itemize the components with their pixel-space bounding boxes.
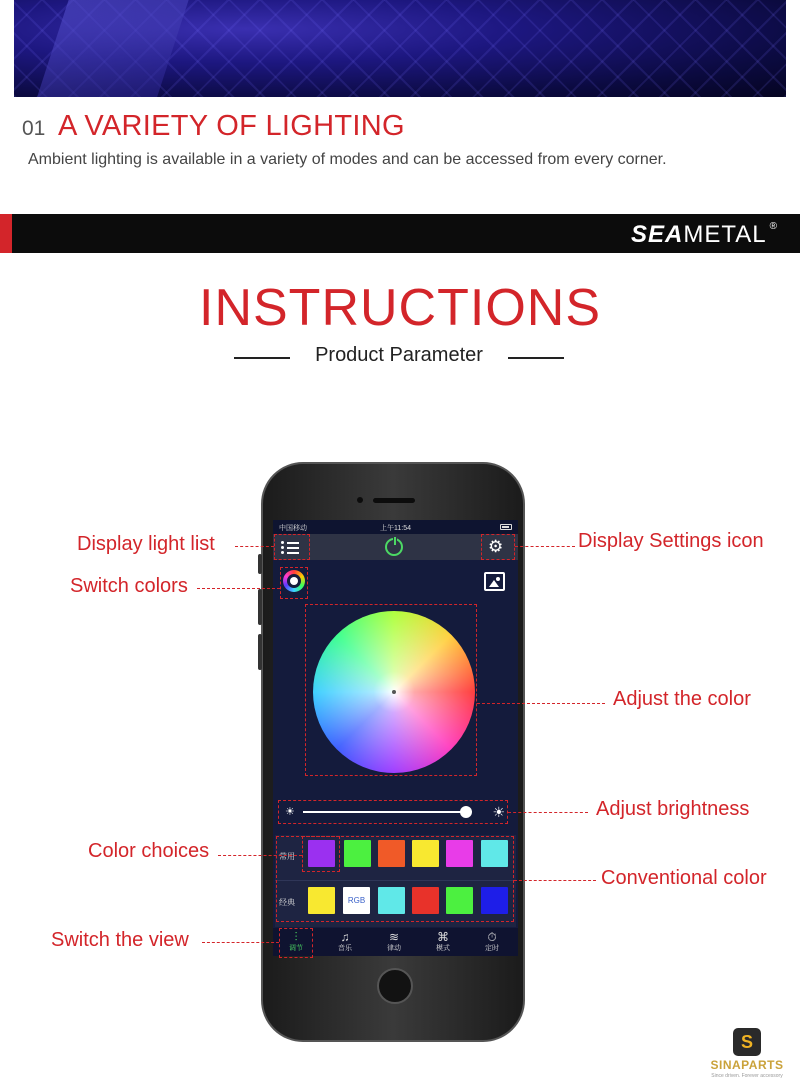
label-switch-colors: Switch colors (70, 575, 188, 597)
section-title: A VARIETY OF LIGHTING (58, 110, 405, 142)
power-icon[interactable] (385, 538, 403, 556)
status-bar (273, 520, 518, 534)
sliders-icon: ⫶ (294, 930, 298, 944)
highlight-menu-list (274, 534, 310, 560)
wave-icon: ≋ (388, 930, 400, 944)
highlight-color-wheel (305, 604, 477, 776)
brightness-high-icon: ☀ (492, 804, 505, 820)
battery-icon (500, 524, 512, 530)
ambient-light-banner-image (14, 0, 786, 97)
tab-music[interactable]: ♫ 音乐 (325, 930, 365, 953)
section-number: 01 (22, 117, 46, 140)
classic-colors-label: 经典 (279, 898, 295, 907)
tab-mode[interactable]: ⌘ 模式 (423, 930, 463, 953)
highlight-settings (481, 534, 515, 560)
brightness-low-icon: ☀ (285, 806, 295, 818)
sinaparts-badge-icon: S (733, 1028, 761, 1056)
tab-rhythm[interactable]: ≋ 律动 (374, 930, 414, 953)
leader-light-list (235, 546, 274, 547)
instructions-title: INSTRUCTIONS (199, 279, 601, 337)
highlight-conventional-colors (276, 836, 514, 922)
tab-adjust[interactable]: ⫶ 调节 (276, 930, 316, 953)
music-icon: ♫ (340, 930, 350, 944)
label-color-choices: Color choices (88, 840, 210, 862)
leader-color-choices (218, 855, 302, 856)
label-display-light-list: Display light list (77, 533, 215, 555)
product-parameter-heading (234, 344, 564, 370)
leader-brightness (508, 812, 588, 813)
timer-icon: ⏱ (487, 930, 497, 944)
mute-switch (258, 554, 262, 574)
brand-bar (0, 214, 800, 253)
status-time: 上午11:54 (380, 525, 411, 532)
leader-settings (515, 546, 575, 547)
mode-icon: ⌘ (437, 930, 449, 944)
label-adjust-color: Adjust the color (613, 688, 751, 710)
image-icon[interactable] (484, 572, 505, 591)
earpiece-speaker (373, 498, 415, 503)
sinaparts-watermark (704, 1028, 790, 1084)
label-display-settings-icon: Display Settings icon (578, 530, 764, 552)
volume-down-button (258, 634, 262, 670)
sinaparts-tagline: Since driven. Forever accessory (711, 1073, 783, 1079)
volume-up-button (258, 589, 262, 625)
swatch-classic-rgb[interactable]: RGB (343, 887, 370, 914)
common-colors-label: 常用 (279, 852, 295, 861)
tab-timer[interactable]: ⏱ 定时 (472, 930, 512, 953)
carrier-name: 中国移动 (279, 525, 307, 532)
seametal-logo: SEAMETAL ® (631, 221, 778, 248)
label-switch-view: Switch the view (51, 929, 189, 951)
label-conventional-color: Conventional color (601, 867, 767, 889)
gear-icon[interactable]: ⚙ (488, 537, 504, 556)
front-camera (357, 497, 363, 503)
section-description: Ambient lighting is available in a variety of modes and can be accessed from every corner. (28, 151, 667, 168)
sinaparts-name: SINAPARTS (710, 1058, 784, 1072)
highlight-switch-view (279, 928, 313, 958)
home-button[interactable] (377, 968, 413, 1004)
label-adjust-brightness: Adjust brightness (596, 798, 750, 820)
heading-divider-right (508, 357, 564, 359)
leader-conventional-color (514, 880, 596, 881)
highlight-brightness (278, 800, 508, 824)
leader-switch-colors (197, 588, 280, 589)
brand-bar-accent (0, 214, 12, 253)
leader-switch-view (202, 942, 279, 943)
leader-adjust-color (477, 703, 605, 704)
product-parameter-text: Product Parameter (315, 344, 483, 366)
